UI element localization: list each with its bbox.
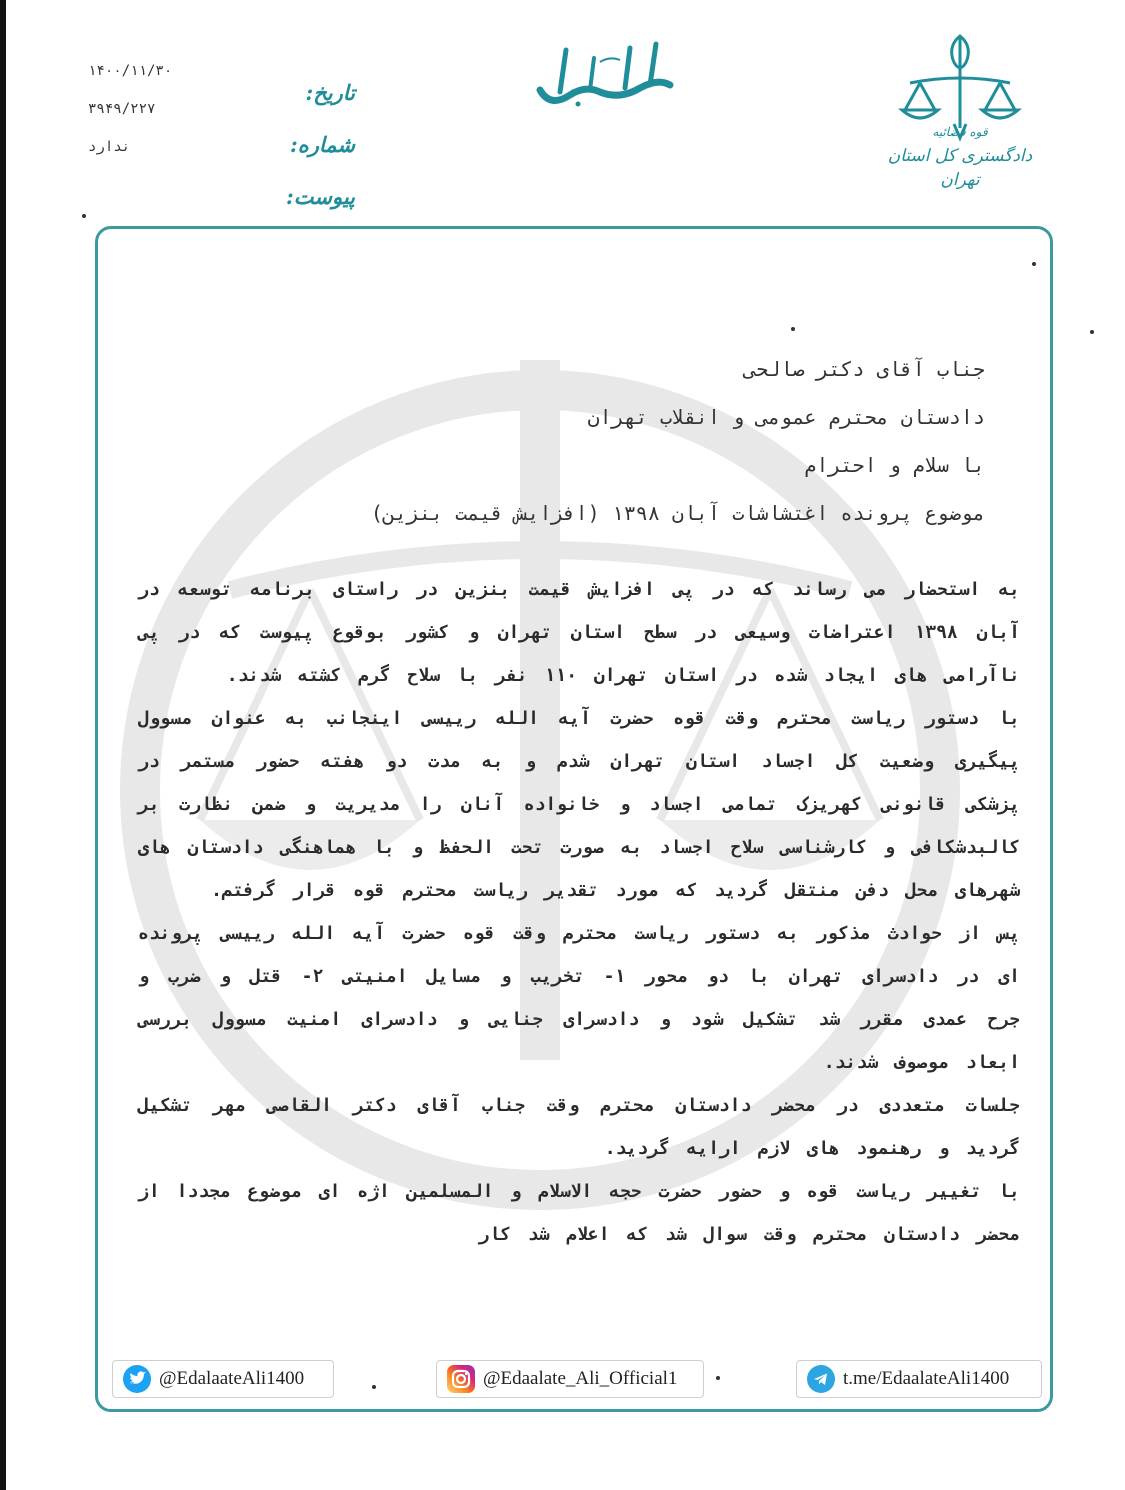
scan-speck [1032, 262, 1036, 266]
twitter-icon [123, 1365, 151, 1393]
date-value: ۱۴۰۰/۱۱/۳۰ [88, 63, 173, 79]
instagram-handle-badge[interactable] [436, 1360, 704, 1398]
judiciary-subtitle: قوه قضائیه [932, 125, 988, 139]
telegram-icon [807, 1365, 835, 1393]
bismillah-calligraphy-icon [530, 30, 680, 110]
addressee-title: دادستان محترم عمومی و انقلاب تهران [587, 405, 985, 429]
letter-meta-labels [285, 78, 355, 234]
body-paragraph: با دستور ریاست محترم وقت قوه حضرت آیه الله رییسی اینجانب به عنوان مسوول پیگیری وضعیت کل اجساد استان تهران شدم و به مدت دو هفته حضور مستمر در پزشکی قانونی کهریزک تمامی اجساد و خانواده آنان را مدیریت و ضمن نظارت بر کالبدشکافی و کارشناسی سلاح اجساد به صورت تحت الحفظ و با هماهنگی دادستان های شهرهای محل دفن منتقل گردید که مورد تقدیر ریاست محترم قوه قرار گرفتم. [138, 708, 1020, 901]
body-paragraph: با تغییر ریاست قوه و حضور حضرت حجه الاسلام و المسلمین اژه ای موضوع مجددا از محضر دادستان محترم وقت سوال شد که اعلام شد کار [138, 1181, 1020, 1245]
letter-meta-values [88, 62, 208, 176]
twitter-handle: @EdalaateAli1400 [159, 1368, 305, 1389]
court-title: دادگستری کل استان تهران [887, 146, 1033, 190]
addressee-name: جناب آقای دکتر صالحی [744, 357, 985, 381]
body-paragraph: پس از حوادث مذکور به دستور ریاست محترم وقت قوه حضرت آیه الله رییسی پرونده ای در دادسرای تهران با دو محور ۱- تخریب و مسایل امنیتی ۲- قتل و ضرب و جرح عمدی مقرر شد تشکیل شود و دادسرای جنایی و دادسرای امنیت مسوول بررسی ابعاد موصوف شدند. [138, 923, 1020, 1073]
letterhead-title [870, 120, 1050, 192]
addressee-block [165, 345, 985, 537]
telegram-link: t.me/EdaalateAli1400 [843, 1368, 1010, 1389]
letter-body [138, 568, 1020, 1256]
twitter-handle-badge[interactable] [112, 1360, 334, 1398]
scan-speck [716, 1376, 720, 1380]
scan-edge [0, 0, 6, 1490]
scan-speck [791, 327, 795, 331]
subject-line: موضوع پرونده اغتشاشات آبان ۱۳۹۸ (افزایش قیمت بنزین) [370, 501, 985, 525]
scan-speck [372, 1385, 376, 1389]
scan-speck [82, 214, 86, 218]
instagram-handle: @Edaalate_Ali_Official1 [483, 1368, 678, 1389]
date-label: تاریخ: [305, 80, 355, 105]
telegram-link-badge[interactable] [796, 1360, 1042, 1398]
attachment-value: ندارد [88, 139, 131, 155]
attachment-label: پیوست: [286, 184, 355, 209]
body-paragraph: به استحضار می رساند که در پی افزایش قیمت بنزین در راستای برنامه توسعه در آبان ۱۳۹۸ اعتراضات وسیعی در سطح استان تهران و کشور بوقوع پیوست که در پی ناآرامی های ایجاد شده در استان تهران ۱۱۰ نفر با سلاح گرم کشته شدند. [138, 579, 1021, 686]
number-value: ۳۹۴۹/۲۲۷ [88, 101, 156, 117]
salutation: با سلام و احترام [804, 453, 985, 477]
scan-speck [1090, 330, 1094, 334]
number-label: شماره: [289, 132, 355, 157]
body-paragraph: جلسات متعددی در محضر دادستان محترم وقت جناب آقای دکتر القاصی مهر تشکیل گردید و رهنمود های لازم ارایه گردید. [138, 1095, 1020, 1159]
instagram-icon [447, 1365, 475, 1393]
